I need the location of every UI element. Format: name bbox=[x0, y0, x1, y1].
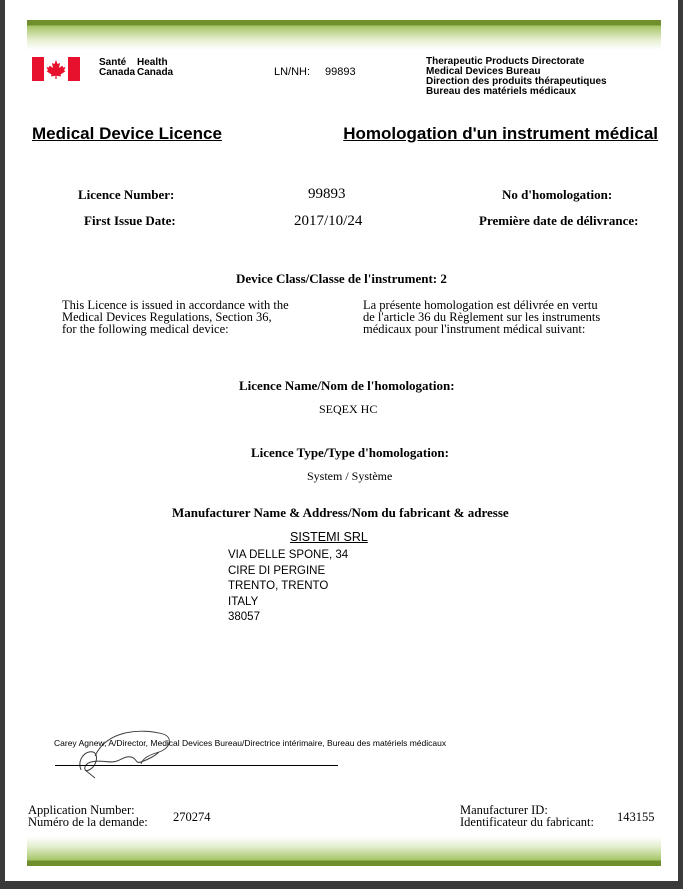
first-issue-label-fr: Première date de délivrance: bbox=[479, 213, 639, 228]
sante-label: Santé bbox=[99, 57, 127, 68]
device-class: Device Class/Classe de l'instrument: 2 bbox=[236, 271, 447, 286]
manufacturer-id-value: 143155 bbox=[617, 810, 655, 824]
signatory-line: Carey Agnew, A/Director, Medical Devices Bureau/Directrice intérimaire, Bureau des matériels médicaux bbox=[54, 738, 447, 748]
paragraph-fr-line: de l'article 36 du Règlement sur les instruments bbox=[363, 310, 601, 324]
canada-en-label: Canada bbox=[137, 67, 174, 78]
manufacturer-label: Manufacturer Name & Address/Nom du fabricant & adresse bbox=[172, 505, 509, 520]
canada-flag-icon bbox=[32, 57, 80, 81]
application-number-value: 270274 bbox=[173, 810, 211, 824]
licence-number-value: 99893 bbox=[308, 186, 346, 202]
address-line: 38057 bbox=[228, 611, 260, 623]
title-fr: Homologation d'un instrument médical bbox=[343, 124, 658, 143]
paragraph-fr-line: La présente homologation est délivrée en vertu bbox=[363, 298, 598, 312]
application-number-label-fr: Numéro de la demande: bbox=[28, 815, 148, 829]
manufacturer-name: SISTEMI SRL bbox=[290, 530, 368, 544]
directorate-line: Medical Devices Bureau bbox=[426, 66, 541, 77]
application-number-label-en: Application Number: bbox=[28, 803, 135, 817]
address-line: ITALY bbox=[228, 595, 259, 608]
bottom-band bbox=[27, 836, 661, 866]
title-en: Medical Device Licence bbox=[32, 124, 222, 143]
licence-document bbox=[5, 0, 678, 881]
ln-value: 99893 bbox=[325, 66, 356, 78]
health-label: Health bbox=[137, 57, 168, 68]
manufacturer-id-label-fr: Identificateur du fabricant: bbox=[460, 815, 594, 829]
signature-line bbox=[55, 765, 338, 766]
directorate-line: Bureau des matériels médicaux bbox=[426, 86, 577, 97]
paragraph-fr-line: médicaux pour l'instrument médical suivant: bbox=[363, 322, 586, 336]
paragraph-en-line: This Licence is issued in accordance with the bbox=[62, 298, 289, 312]
paragraph-en-line: for the following medical device: bbox=[62, 322, 229, 336]
licence-number-label-fr: No d'homologation: bbox=[502, 187, 613, 202]
top-band bbox=[27, 20, 661, 50]
directorate-line: Therapeutic Products Directorate bbox=[426, 56, 585, 67]
signature-icon bbox=[59, 726, 179, 782]
manufacturer-id-label-en: Manufacturer ID: bbox=[460, 803, 548, 817]
licence-name-value: SEQEX HC bbox=[319, 402, 378, 416]
directorate-line: Direction des produits thérapeutiques bbox=[426, 76, 607, 87]
address-line: TRENTO, TRENTO bbox=[228, 580, 329, 592]
first-issue-value: 2017/10/24 bbox=[294, 213, 363, 229]
licence-type-label: Licence Type/Type d'homologation: bbox=[251, 445, 449, 460]
licence-type-value: System / Système bbox=[307, 469, 393, 483]
first-issue-label: First Issue Date: bbox=[84, 213, 176, 228]
ln-label: LN/NH: bbox=[274, 66, 311, 78]
address-line: CIRE DI PERGINE bbox=[228, 564, 326, 577]
canada-fr-label: Canada bbox=[99, 67, 136, 78]
paragraph-en-line: Medical Devices Regulations, Section 36, bbox=[62, 310, 272, 324]
address-line: VIA DELLE SPONE, 34 bbox=[228, 549, 349, 561]
licence-number-label: Licence Number: bbox=[78, 187, 175, 202]
licence-name-label: Licence Name/Nom de l'homologation: bbox=[239, 378, 455, 393]
